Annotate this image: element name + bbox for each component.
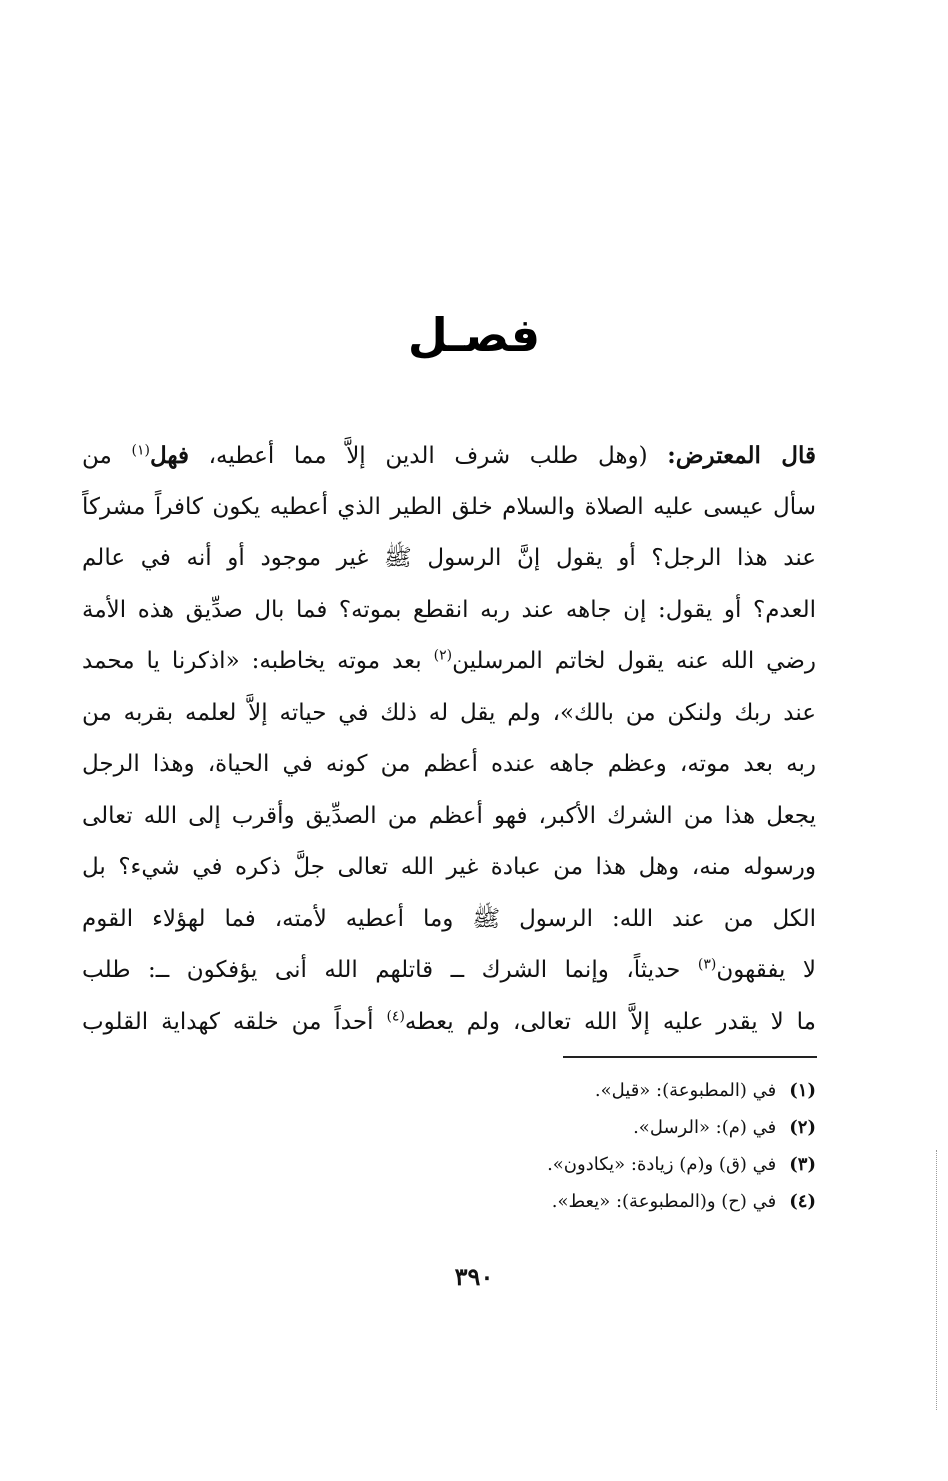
footnote-text: في (ح) و(المطبوعة): «يعط». — [551, 1191, 777, 1212]
footnote — [316, 1146, 816, 1183]
body-line: العدم؟ أو يقول: إن جاهه عند ربه انقطع بموته؟ فما بال صدِّيق هذه الأمة — [82, 596, 816, 623]
footnote-reference: (٣) — [697, 956, 717, 973]
speaker-label: قال المعترض: — [667, 442, 816, 469]
body-line — [82, 636, 816, 688]
footnote-number: (٢) — [789, 1117, 816, 1138]
footnote-reference: (٢) — [433, 647, 453, 664]
body-line — [82, 997, 816, 1049]
line-text-before-ref: لا يفقهون — [716, 957, 816, 983]
body-line: سأل عيسى عليه الصلاة والسلام خلق الطير الذي أعطيه يكون كافراً مشركاً — [82, 493, 816, 520]
section-heading: فصـل — [407, 308, 541, 362]
footnote-reference: (٤) — [386, 1007, 405, 1024]
body-line: ربه بعد موته، وعظم جاهه عنده أعظم من كونه في الحياة، وهذا الرجل — [82, 751, 816, 777]
line-text-after-ref: من — [82, 443, 132, 469]
line-text-after-ref: أحداً من خلقه كهداية القلوب — [82, 1008, 387, 1035]
footnote-text: في (م): «الرسل». — [633, 1117, 777, 1138]
footnotes — [316, 1072, 816, 1220]
footnote — [316, 1109, 816, 1146]
footnote-text: في (المطبوعة): «قيل». — [594, 1080, 777, 1101]
body-line: يجعل هذا من الشرك الأكبر، فهو أعظم من الصدِّيق وأقرب إلى الله تعالى — [82, 802, 816, 829]
footnote-text: في (ق) و(م) زيادة: «يكادون». — [547, 1154, 777, 1175]
footnote-number: (١) — [789, 1080, 816, 1101]
body-line — [82, 945, 816, 997]
footnote — [316, 1072, 816, 1109]
line-text: (وهل طلب شرف الدين إلاَّ مما أعطيه، — [188, 443, 668, 469]
footnote-reference: (١) — [131, 442, 150, 459]
body-text — [82, 430, 816, 1048]
scan-edge-mark — [936, 1150, 937, 1410]
line-text-after-ref: بعد موته يخاطبه: «اذكرنا يا محمد — [82, 648, 434, 674]
page-number: ٣٩٠ — [454, 1262, 494, 1291]
footnote-number: (٣) — [789, 1154, 816, 1175]
body-line — [82, 430, 816, 482]
body-line: عند هذا الرجل؟ أو يقول إنَّ الرسول ﷺ غير موجود أو أنه في عالم — [82, 545, 816, 571]
line-text-before-ref: ما لا يقدر عليه إلاَّ الله تعالى، ولم يعطه — [404, 1008, 816, 1035]
body-line: الكل من عند الله: الرسول ﷺ وما أعطيه لأمته، فما لهؤلاء القوم — [82, 905, 816, 932]
line-text-bold: فهل — [149, 442, 189, 469]
footnote-separator — [563, 1056, 817, 1058]
line-text-after-ref: حديثاً، وإنما الشرك ــ قاتلهم الله أنى يؤفكون ــ: طلب — [82, 957, 698, 983]
body-line: عند ربك ولنكن من بالك»، ولم يقل له ذلك في حياته إلاَّ لعلمه بقربه من — [82, 699, 816, 726]
body-line: ورسوله منه، وهل هذا من عبادة غير الله تعالى جلَّ ذكره في شيء؟ بل — [82, 854, 816, 880]
footnote — [316, 1183, 816, 1220]
line-text-before-ref: رضي الله عنه يقول لخاتم المرسلين — [452, 648, 816, 674]
footnote-number: (٤) — [789, 1191, 816, 1212]
